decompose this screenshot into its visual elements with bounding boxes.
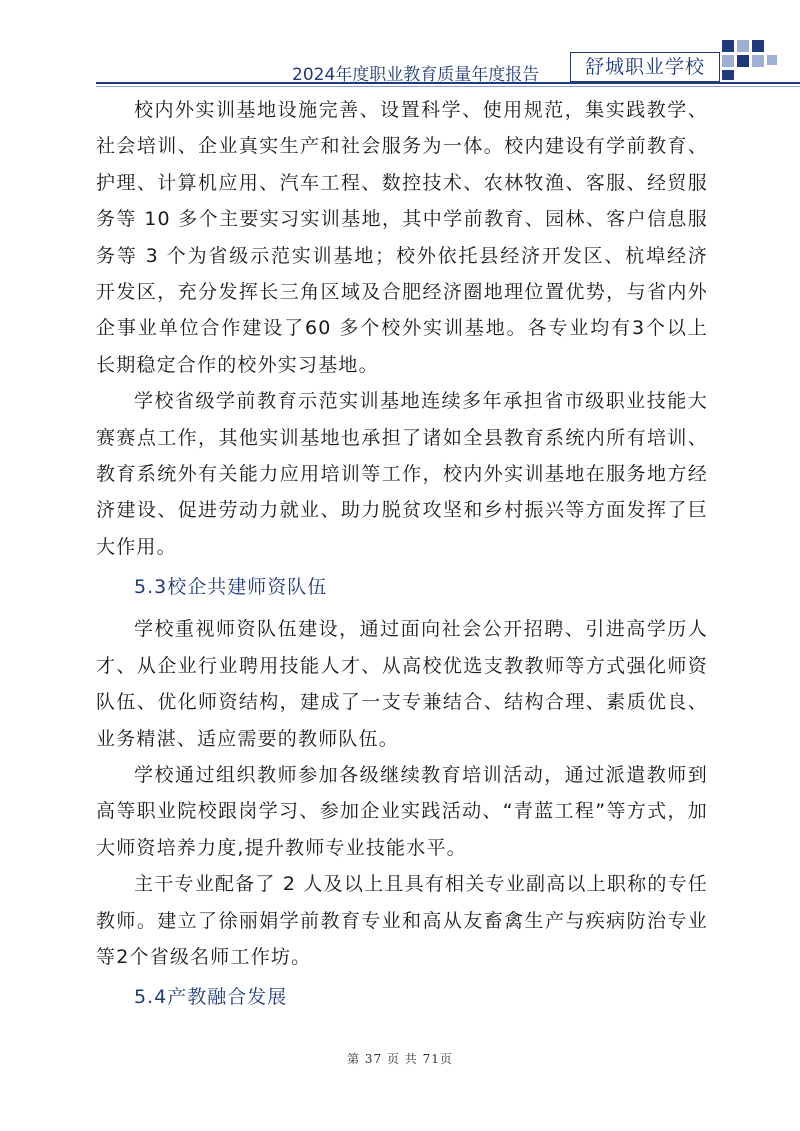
deco-square bbox=[737, 40, 749, 52]
main-content bbox=[96, 92, 708, 1021]
paragraph-base-roles: 学校省级学前教育示范实训基地连续多年承担省市级职业技能大赛赛点工作，其他实训基地也承担了诸如全县教育系统内所有培训、教育系统外有关能力应用培训等工作，校内外实训基地在服务地方经济建设、促进劳动力就业、助力脱贫攻坚和乡村振兴等方面发挥了巨大作用。 bbox=[96, 390, 708, 558]
section-heading-5-3: 5.3校企共建师资队伍 bbox=[134, 576, 328, 599]
school-name-box: 舒城职业学校 bbox=[570, 52, 720, 82]
header-divider bbox=[96, 82, 800, 84]
deco-square bbox=[752, 40, 764, 52]
page-header bbox=[0, 0, 800, 90]
header-divider-thin bbox=[96, 86, 800, 87]
deco-square bbox=[752, 55, 764, 67]
deco-square bbox=[737, 55, 749, 67]
paragraph-teacher-team: 学校重视师资队伍建设，通过面向社会公开招聘、引进高学历人才、从企业行业聘用技能人才、从高校优选支教教师等方式强化师资队伍、优化师资结构，建成了一支专兼结合、结构合理、素质优良、业务精湛、适应需要的教师队伍。 bbox=[96, 618, 708, 750]
report-title: 2024年度职业教育质量年度报告 bbox=[292, 65, 540, 85]
page-number: 第 37 页 共 71页 bbox=[347, 1052, 453, 1066]
deco-square bbox=[767, 55, 777, 65]
deco-square bbox=[722, 40, 734, 52]
paragraph-training-bases: 校内外实训基地设施完善、设置科学、使用规范，集实践教学、社会培训、企业真实生产和社会服务为一体。校内建设有学前教育、护理、计算机应用、汽车工程、数控技术、农林牧渔、客服、经贸服务等 10 多个主要实习实训基地，其中学前教育、园林、客户信息服务等 3 个为省级示范实训基地；校外依托县经济开发区、杭埠经济开发区，充分发挥长三角区域及合肥经济圈地理位置优势，与省内外企事业单位合作建设了60 多个校外实训基地。各专业均有3个以上长期稳定合作的校外实习基地。 bbox=[96, 99, 708, 376]
deco-square bbox=[722, 70, 734, 80]
paragraph-master-studios: 主干专业配备了 2 人及以上且具有相关专业副高以上职称的专任教师。建立了徐丽娟学前教育专业和高从友畜禽生产与疾病防治专业等2个省级名师工作坊。 bbox=[96, 873, 708, 968]
deco-square bbox=[722, 55, 734, 67]
section-heading-5-4: 5.4产教融合发展 bbox=[134, 986, 288, 1009]
paragraph-teacher-training: 学校通过组织教师参加各级继续教育培训活动，通过派遣教师到高等职业院校跟岗学习、参加企业实践活动、“青蓝工程”等方式，加大师资培养力度,提升教师专业技能水平。 bbox=[96, 763, 708, 859]
